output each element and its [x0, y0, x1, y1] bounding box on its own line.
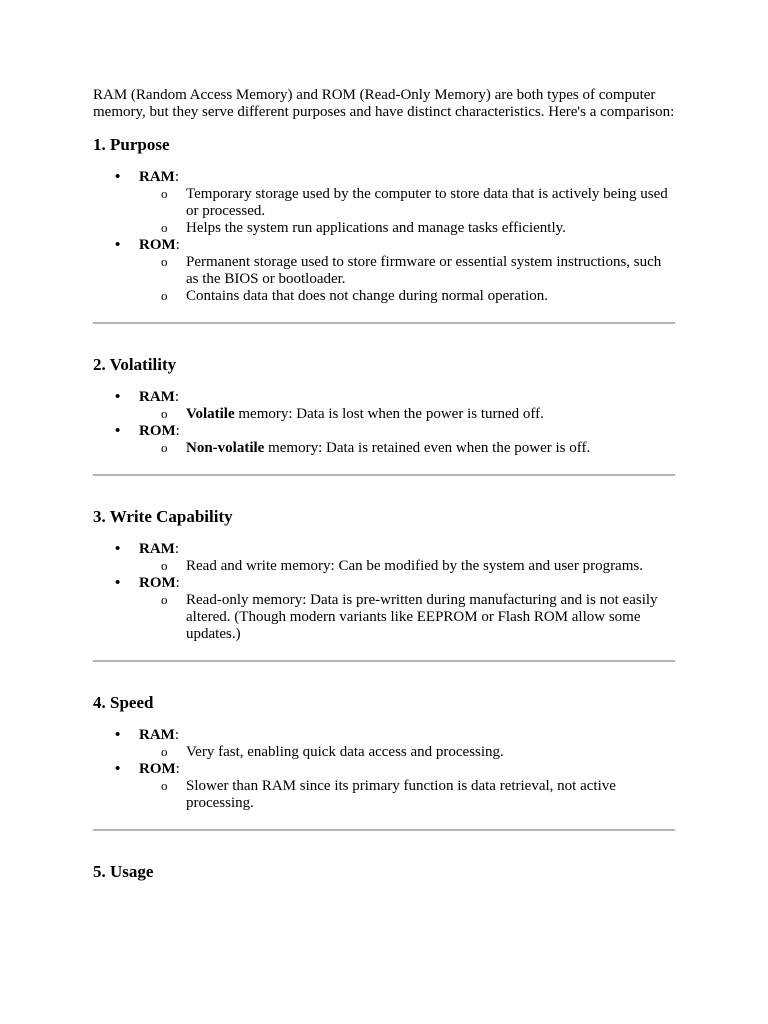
intro-paragraph: RAM (Random Access Memory) and ROM (Read-Only Memory) are both types of computer memory, but they serve different purposes and have distinct characteristics. Here's a comparison:: [93, 87, 675, 120]
sub-list-item: [139, 288, 675, 305]
sub-item-text: memory: Data is lost when the power is turned off.: [234, 406, 544, 422]
section-heading: 3. Write Capability: [93, 507, 233, 526]
list-item: [93, 575, 675, 643]
bullet-icon: •: [115, 237, 121, 253]
sub-item-text: Temporary storage used by the computer to store data that is actively being used or processed.: [186, 186, 668, 219]
section-heading: 2. Volatility: [93, 355, 177, 374]
sub-list-item: [139, 254, 675, 288]
sub-list: [139, 778, 675, 812]
section-heading: 1. Purpose: [93, 135, 170, 154]
circle-bullet-icon: o: [161, 778, 168, 793]
sub-list: [139, 406, 675, 423]
sub-list: [139, 558, 675, 575]
section: [93, 693, 675, 812]
circle-bullet-icon: o: [161, 744, 168, 759]
sub-item-text: Contains data that does not change during normal operation.: [186, 288, 548, 304]
item-colon: :: [175, 237, 180, 253]
item-label: ROM: [139, 423, 176, 439]
circle-bullet-icon: o: [161, 558, 168, 573]
bullet-icon: •: [115, 423, 121, 439]
bullet-icon: •: [115, 541, 121, 557]
bullet-list: [93, 169, 675, 305]
item-label: ROM: [139, 575, 176, 591]
circle-bullet-icon: o: [161, 220, 168, 235]
item-label: RAM: [139, 169, 175, 185]
section-divider: [93, 474, 675, 476]
section-divider: [93, 829, 675, 831]
sub-list-item: [139, 186, 675, 220]
sub-list-item: [139, 406, 675, 423]
bullet-icon: •: [115, 169, 121, 185]
sub-item-text: Slower than RAM since its primary function is data retrieval, not active processing.: [186, 778, 616, 811]
list-item: [93, 541, 675, 575]
item-label: RAM: [139, 541, 175, 557]
item-colon: :: [175, 423, 180, 439]
sub-item-text: Permanent storage used to store firmware or essential system instructions, such as the BIOS or bootloader.: [186, 254, 662, 287]
sub-list: [139, 254, 675, 305]
section: [93, 355, 675, 457]
item-colon: :: [174, 541, 179, 557]
bullet-icon: •: [115, 727, 121, 743]
list-item: [93, 727, 675, 761]
item-colon: :: [174, 169, 179, 185]
circle-bullet-icon: o: [161, 440, 168, 455]
list-item: [93, 169, 675, 237]
sub-list: [139, 440, 675, 457]
sections-container: [93, 135, 675, 882]
sub-list-item: [139, 558, 675, 575]
circle-bullet-icon: o: [161, 288, 168, 303]
circle-bullet-icon: o: [161, 186, 168, 201]
emphasis-term: Volatile: [186, 406, 235, 422]
item-label: RAM: [139, 727, 175, 743]
sub-list-item: [139, 778, 675, 812]
emphasis-term: Non-volatile: [186, 440, 265, 456]
sub-item-text: Read-only memory: Data is pre-written during manufacturing and is not easily altered. (Though modern variants like EEPROM or Flash ROM allow some updates.): [186, 592, 658, 642]
circle-bullet-icon: o: [161, 592, 168, 607]
item-label: RAM: [139, 389, 175, 405]
item-colon: :: [175, 761, 180, 777]
item-colon: :: [175, 575, 180, 591]
item-label: ROM: [139, 761, 176, 777]
sub-list-item: [139, 592, 675, 643]
sub-item-text: Read and write memory: Can be modified by the system and user programs.: [186, 558, 643, 574]
bullet-icon: •: [115, 761, 121, 777]
section: [93, 862, 675, 882]
sub-list: [139, 186, 675, 237]
section-divider: [93, 660, 675, 662]
bullet-icon: •: [115, 389, 121, 405]
section: [93, 507, 675, 643]
item-label: ROM: [139, 237, 176, 253]
sub-item-text: memory: Data is retained even when the power is off.: [264, 440, 591, 456]
bullet-list: [93, 389, 675, 457]
sub-list-item: [139, 220, 675, 237]
bullet-list: [93, 727, 675, 812]
sub-list-item: [139, 744, 675, 761]
circle-bullet-icon: o: [161, 406, 168, 421]
list-item: [93, 423, 675, 457]
item-colon: :: [174, 389, 179, 405]
section-divider: [93, 322, 675, 324]
sub-list-item: [139, 440, 675, 457]
circle-bullet-icon: o: [161, 254, 168, 269]
sub-item-text: Helps the system run applications and manage tasks efficiently.: [186, 220, 566, 236]
list-item: [93, 761, 675, 812]
sub-item-text: Very fast, enabling quick data access and processing.: [186, 744, 504, 760]
item-colon: :: [174, 727, 179, 743]
list-item: [93, 389, 675, 423]
bullet-icon: •: [115, 575, 121, 591]
sub-list: [139, 592, 675, 643]
sub-list: [139, 744, 675, 761]
section: [93, 135, 675, 305]
list-item: [93, 237, 675, 305]
bullet-list: [93, 541, 675, 643]
section-heading: 4. Speed: [93, 693, 154, 712]
section-heading: 5. Usage: [93, 862, 154, 881]
